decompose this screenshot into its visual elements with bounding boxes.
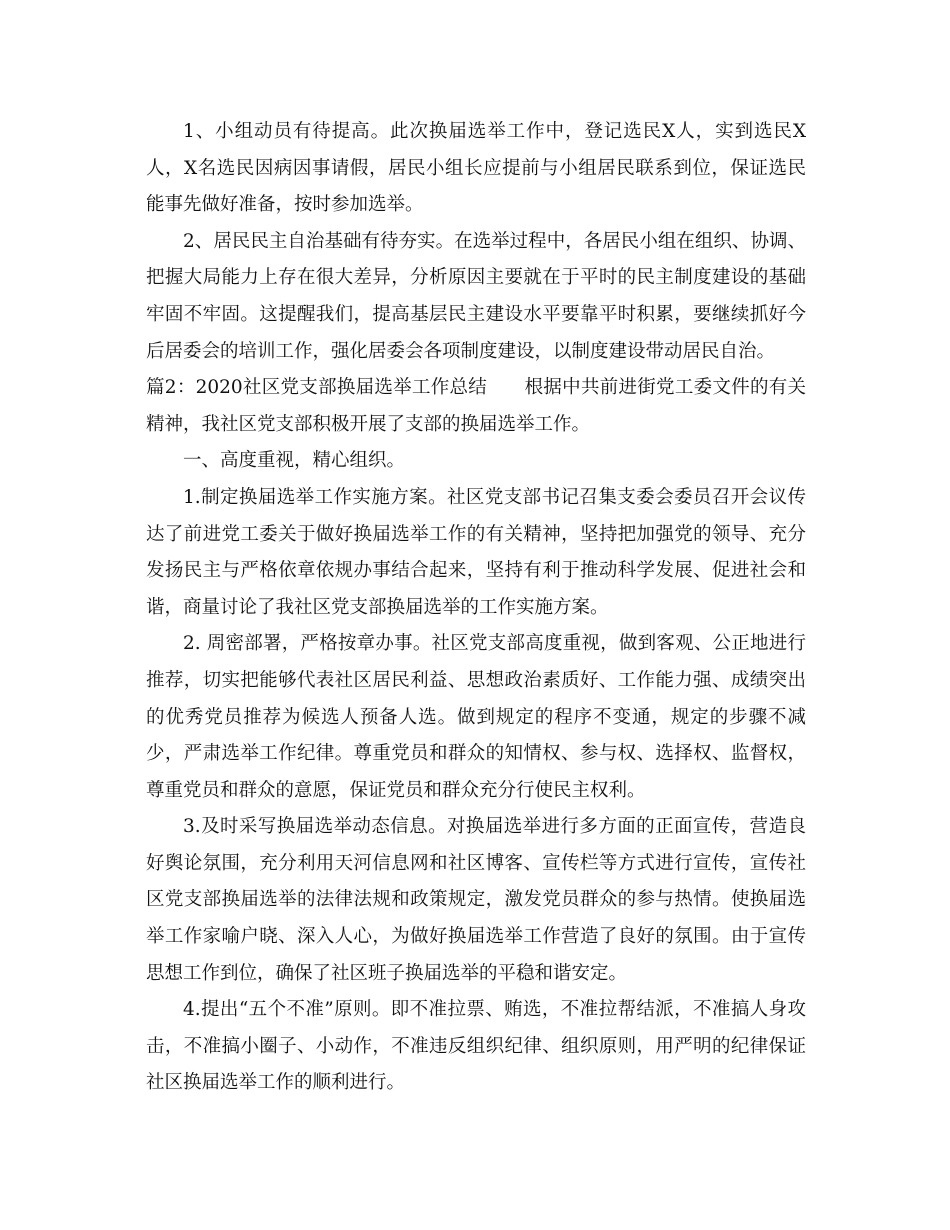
document-body [146,114,806,1102]
paragraph-8: 4.提出“五个不准”原则。即不准拉票、贿选，不准拉帮结派，不准搞人身攻击，不准搞小圈子、小动作，不准违反组织纪律、组织原则，用严明的纪律保证社区换届选举工作的顺利进行。 [146,999,806,1094]
paragraph-3: 篇2：2020社区党支部换届选举工作总结 根据中共前进街党工委文件的有关精神，我社区党支部积极开展了支部的换届选举工作。 [146,377,806,435]
paragraph-1: 1、小组动员有待提高。此次换届选举工作中，登记选民X人，实到选民X人，X名选民因病因事请假，居民小组长应提前与小组居民联系到位，保证选民能事先做好准备，按时参加选举。 [146,121,806,216]
paragraph-2: 2、居民民主自治基础有待夯实。在选举过程中，各居民小组在组织、协调、把握大局能力上存在很大差异，分析原因主要就在于平时的民主制度建设的基础牢固不牢固。这提醒我们，提高基层民主建设水平要靠平时积累，要继续抓好今后居委会的培训工作，强化居委会各项制度建设，以制度建设带动居民自治。 [146,230,806,362]
paragraph-5: 1.制定换届选举工作实施方案。社区党支部书记召集支委会委员召开会议传达了前进党工委关于做好换届选举工作的有关精神，坚持把加强党的领导、充分发扬民主与严格依章依规办事结合起来，坚持有利于推动科学发展、促进社会和谐，商量讨论了我社区党支部换届选举的工作实施方案。 [146,486,806,618]
paragraph-6: 2. 周密部署，严格按章办事。社区党支部高度重视，做到客观、公正地进行推荐，切实把能够代表社区居民利益、思想政治素质好、工作能力强、成绩突出的优秀党员推荐为候选人预备人选。做到规定的程序不变通，规定的步骤不减少，严肃选举工作纪律。尊重党员和群众的知情权、参与权、选择权、监督权，尊重党员和群众的意愿，保证党员和群众充分行使民主权利。 [146,633,806,801]
section-heading: 一、高度重视，精心组织。 [183,450,406,472]
paragraph-7: 3.及时采写换届选举动态信息。对换届选举进行多方面的正面宣传，营造良好舆论氛围，充分利用天河信息网和社区博客、宣传栏等方式进行宣传，宣传社区党支部换届选举的法律法规和政策规定，激发党员群众的参与热情。使换届选举工作家喻户晓、深入人心，为做好换届选举工作营造了良好的氛围。由于宣传思想工作到位，确保了社区班子换届选举的平稳和谐安定。 [146,816,806,984]
